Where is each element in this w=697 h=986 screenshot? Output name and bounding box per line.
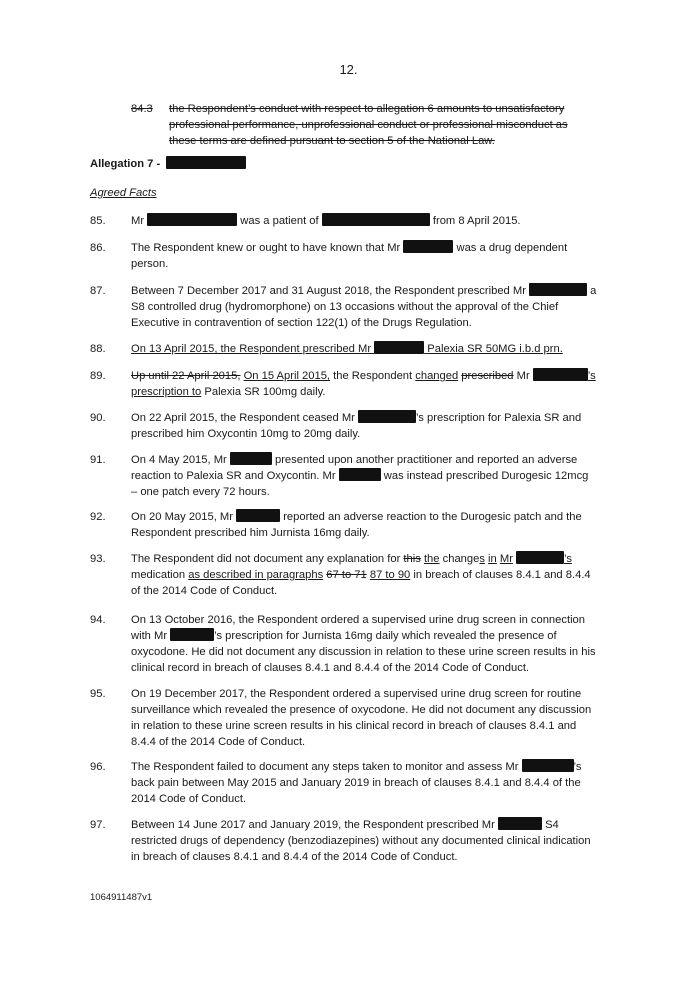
redaction bbox=[236, 509, 280, 522]
redaction bbox=[358, 410, 416, 423]
paragraph-86: The Respondent knew or ought to have known that Mr was a drug dependent person. bbox=[131, 242, 568, 270]
redaction bbox=[230, 452, 272, 465]
agreed-facts-heading: Agreed Facts bbox=[90, 187, 157, 199]
allegation-7-heading: Allegation 7 - bbox=[90, 156, 246, 172]
redaction bbox=[533, 368, 588, 381]
paragraph-85-number: 85. bbox=[90, 215, 106, 227]
paragraph-84-3: the Respondent’s conduct with respect to allegation 6 amounts to unsatisfactory professional performance, unprofessional conduct or professional misconduct as these terms are defined pursuant to section 5 of the National Law. bbox=[169, 103, 568, 147]
redaction bbox=[374, 341, 424, 354]
redaction bbox=[166, 156, 246, 169]
paragraph-95-number: 95. bbox=[90, 688, 106, 700]
paragraph-89: Up until 22 April 2015, On 15 April 2015, the Respondent changed prescribed Mr ’s prescription to Palexia SR 100mg daily. bbox=[131, 370, 596, 398]
redaction bbox=[403, 240, 453, 253]
paragraph-87-number: 87. bbox=[90, 285, 106, 297]
paragraph-92-number: 92. bbox=[90, 511, 106, 523]
paragraph-88-number: 88. bbox=[90, 343, 106, 355]
paragraph-94: On 13 October 2016, the Respondent ordered a supervised urine drug screen in connection with Mr ’s prescription for Jurnista 16mg daily which revealed the presence of oxycodone. He did not document any discussion in relation to these urine screen results in his clinical record in breach of clauses 8.4.1 and 8.4.4 of the 2014 Code of Conduct. bbox=[131, 614, 596, 674]
redaction bbox=[147, 213, 237, 226]
paragraph-85: Mr was a patient of from 8 April 2015. bbox=[131, 215, 521, 227]
redaction bbox=[339, 468, 381, 481]
paragraph-89-number: 89. bbox=[90, 370, 106, 382]
paragraph-90: On 22 April 2015, the Respondent ceased Mr ’s prescription for Palexia SR and prescribed him Oxycontin 10mg to 20mg daily. bbox=[131, 412, 582, 440]
paragraph-88: On 13 April 2015, the Respondent prescribed Mr Palexia SR 50MG i.b.d prn. bbox=[131, 343, 563, 355]
redaction bbox=[322, 213, 430, 226]
paragraph-90-number: 90. bbox=[90, 412, 106, 424]
redaction bbox=[522, 759, 574, 772]
paragraph-92: On 20 May 2015, Mr reported an adverse reaction to the Durogesic patch and the Respondent prescribed him Jurnista 16mg daily. bbox=[131, 511, 582, 539]
paragraph-91: On 4 May 2015, Mr presented upon another practitioner and reported an adverse reaction to Palexia SR and Oxycontin. Mr was instead prescribed Durogesic 12mcg – one patch every 72 hours. bbox=[131, 454, 589, 498]
paragraph-91-number: 91. bbox=[90, 454, 106, 466]
redaction bbox=[170, 628, 214, 641]
paragraph-87: Between 7 December 2017 and 31 August 2018, the Respondent prescribed Mr a S8 controlled drug (hydromorphone) on 13 occasions without the approval of the Chief Executive in contravention of section 122(1) of the Drugs Regulation. bbox=[131, 285, 597, 329]
document-reference: 1064911487v1 bbox=[90, 892, 153, 903]
paragraph-95: On 19 December 2017, the Respondent ordered a supervised urine drug screen for routine surveillance which revealed the presence of oxycodone. He did not document any discussion in relation to these urine screen results in his clinical record in breach of clauses 8.4.1 and 8.4.4 of the 2014 Code of Conduct. bbox=[131, 688, 592, 748]
paragraph-96-number: 96. bbox=[90, 761, 106, 773]
paragraph-94-number: 94. bbox=[90, 614, 106, 626]
paragraph-84-3-number: 84.3 bbox=[131, 103, 153, 115]
page-number: 12. bbox=[339, 62, 358, 77]
paragraph-97: Between 14 June 2017 and January 2019, the Respondent prescribed Mr S4 restricted drugs of dependency (benzodiazepines) without any documented clinical indication in breach of clauses 8.4.1 and 8.4.4 of the 2014 Code of Conduct. bbox=[131, 819, 591, 863]
paragraph-86-number: 86. bbox=[90, 242, 106, 254]
paragraph-96: The Respondent failed to document any steps taken to monitor and assess Mr ’s back pain between May 2015 and January 2019 in breach of clauses 8.4.1 and 8.4.4 of the 2014 Code of Conduct. bbox=[131, 761, 582, 805]
redaction bbox=[516, 551, 564, 564]
paragraph-97-number: 97. bbox=[90, 819, 106, 831]
paragraph-93-number: 93. bbox=[90, 553, 106, 565]
paragraph-93: The Respondent did not document any explanation for this the changes in Mr ’s medication as described in paragraphs 67 to 71 87 to 90 in breach of clauses 8.4.1 and 8.4.4 of the 2014 Code of Conduct. bbox=[131, 553, 591, 597]
redaction bbox=[498, 817, 542, 830]
redaction bbox=[529, 283, 587, 296]
